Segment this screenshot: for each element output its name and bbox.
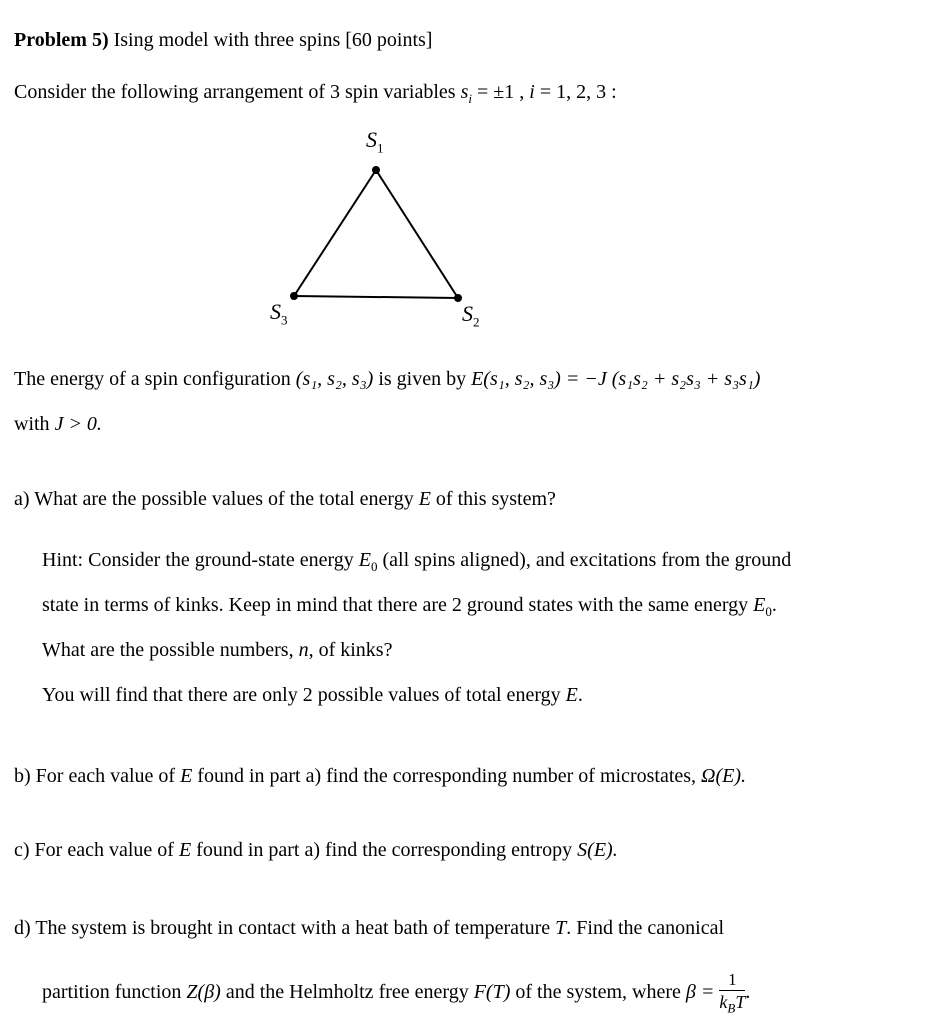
energy-line <box>14 367 760 391</box>
spin-label-2-var: S <box>462 301 473 326</box>
intro-var-s: s <box>460 81 469 103</box>
hint-1-text-b: (all spins aligned), and excitations from the ground <box>382 549 792 571</box>
hint-line-4 <box>42 683 583 707</box>
problem-title: Ising model with three spins [60 points] <box>113 29 433 51</box>
part-a-text: What are the possible values of the total energy <box>34 488 414 510</box>
spin-node-1 <box>372 166 380 174</box>
part-a-var: E <box>418 488 431 510</box>
intro-line <box>14 80 617 104</box>
spin-label-2 <box>462 301 480 330</box>
part-c-var: E <box>178 839 192 861</box>
hint-2-var: E <box>753 594 766 616</box>
energy-condition: J > 0. <box>54 413 102 435</box>
part-a-question <box>14 487 556 511</box>
edge-s1-s2 <box>376 170 458 298</box>
hint-line-2 <box>42 593 777 617</box>
energy-with: with <box>14 413 50 435</box>
beta-fraction-numerator: 1 <box>719 970 745 991</box>
hint-4-text-a: You will find that there are only 2 possible values of total energy <box>42 684 561 706</box>
hint-4-end: . <box>577 684 583 706</box>
spin-label-2-sub: 2 <box>473 314 480 330</box>
hint-2-end: . <box>771 594 777 616</box>
hint-1-sub: 0 <box>371 559 378 574</box>
part-d-beta-eq: β = <box>685 981 715 1004</box>
energy-text: The energy of a spin configuration <box>14 368 291 390</box>
hint-2-text-a: state in terms of kinks. Keep in mind that there are 2 ground states with the same energy <box>42 594 749 616</box>
energy-text-mid: is given by <box>378 368 467 390</box>
problem-title-line <box>14 28 432 52</box>
intro-sub-i: i <box>468 91 472 106</box>
spin-node-3 <box>290 292 298 300</box>
part-d-text-1b: . Find the canonical <box>566 917 725 939</box>
spin-label-1 <box>366 127 384 156</box>
spin-label-1-var: S <box>366 127 377 152</box>
beta-den-sub: B <box>727 1000 736 1016</box>
intro-index-values: = 1, 2, 3 : <box>539 81 617 103</box>
spin-label-3-var: S <box>270 299 281 324</box>
spin-label-3-sub: 3 <box>281 312 288 328</box>
part-c-question <box>14 838 618 862</box>
part-d-label: d) <box>14 917 31 939</box>
edge-s1-s3 <box>294 170 376 296</box>
spin-triangle-diagram <box>250 120 510 340</box>
spin-label-3 <box>270 299 288 328</box>
hint-line-1 <box>42 548 791 572</box>
part-a-label: a) <box>14 488 30 510</box>
beta-fraction-denominator <box>719 991 746 1016</box>
part-d-text-2b: and the Helmholtz free energy <box>225 981 469 1004</box>
part-c-text-a: For each value of <box>34 839 174 861</box>
part-b-math: Ω(E). <box>701 765 747 787</box>
hint-4-var: E <box>565 684 578 706</box>
part-a-end: of this system? <box>435 488 556 510</box>
intro-text: Consider the following arrangement of 3 spin variables <box>14 81 456 103</box>
part-b-text-b: found in part a) find the corresponding number of microstates, <box>197 765 697 787</box>
part-d-var-T: T <box>555 917 567 939</box>
spin-node-2 <box>454 294 462 302</box>
hint-2-sub: 0 <box>765 604 772 619</box>
part-d-text-2a: partition function <box>42 981 182 1004</box>
hint-3-text-a: What are the possible numbers, <box>42 639 294 661</box>
problem-number: Problem 5) <box>14 29 109 51</box>
energy-formula: E(s₁, s₂, s₃) = −J (s₁s₂ + s₂s₃ + s₃s₁) <box>471 368 761 390</box>
energy-config: (s₁, s₂, s₃) <box>295 368 374 390</box>
beta-den-k: k <box>719 992 728 1012</box>
hint-3-text-b: , of kinks? <box>308 639 393 661</box>
part-d-f-math: F(T) <box>473 981 511 1004</box>
beta-den-T: T <box>735 992 746 1012</box>
part-d-z-math: Z(β) <box>186 981 221 1004</box>
part-b-question <box>14 764 746 788</box>
hint-line-3 <box>42 638 392 662</box>
part-d-text-2c: of the system, where <box>515 981 681 1004</box>
spin-label-1-sub: 1 <box>377 140 384 156</box>
part-c-math: S(E). <box>577 839 618 861</box>
edge-s3-s2 <box>294 296 458 298</box>
intro-index-i: i <box>529 81 535 103</box>
part-b-text-a: For each value of <box>35 765 176 787</box>
part-b-var: E <box>180 765 193 787</box>
part-d-line-1 <box>14 916 724 940</box>
part-d-text-1a: The system is brought in contact with a heat bath of temperature <box>35 917 551 939</box>
hint-1-text-a: Hint: Consider the ground-state energy <box>42 549 354 571</box>
beta-fraction <box>719 970 746 1016</box>
energy-condition-line <box>14 412 102 436</box>
hint-1-var: E <box>358 549 372 571</box>
part-b-label: b) <box>14 765 31 787</box>
part-d-line-2 <box>42 972 750 1015</box>
intro-eq-values: = ±1 , <box>476 81 525 103</box>
part-c-label: c) <box>14 839 30 861</box>
hint-3-var: n <box>298 639 309 661</box>
part-c-text-b: found in part a) find the corresponding entropy <box>196 839 573 861</box>
part-d-end: . <box>745 981 751 1004</box>
